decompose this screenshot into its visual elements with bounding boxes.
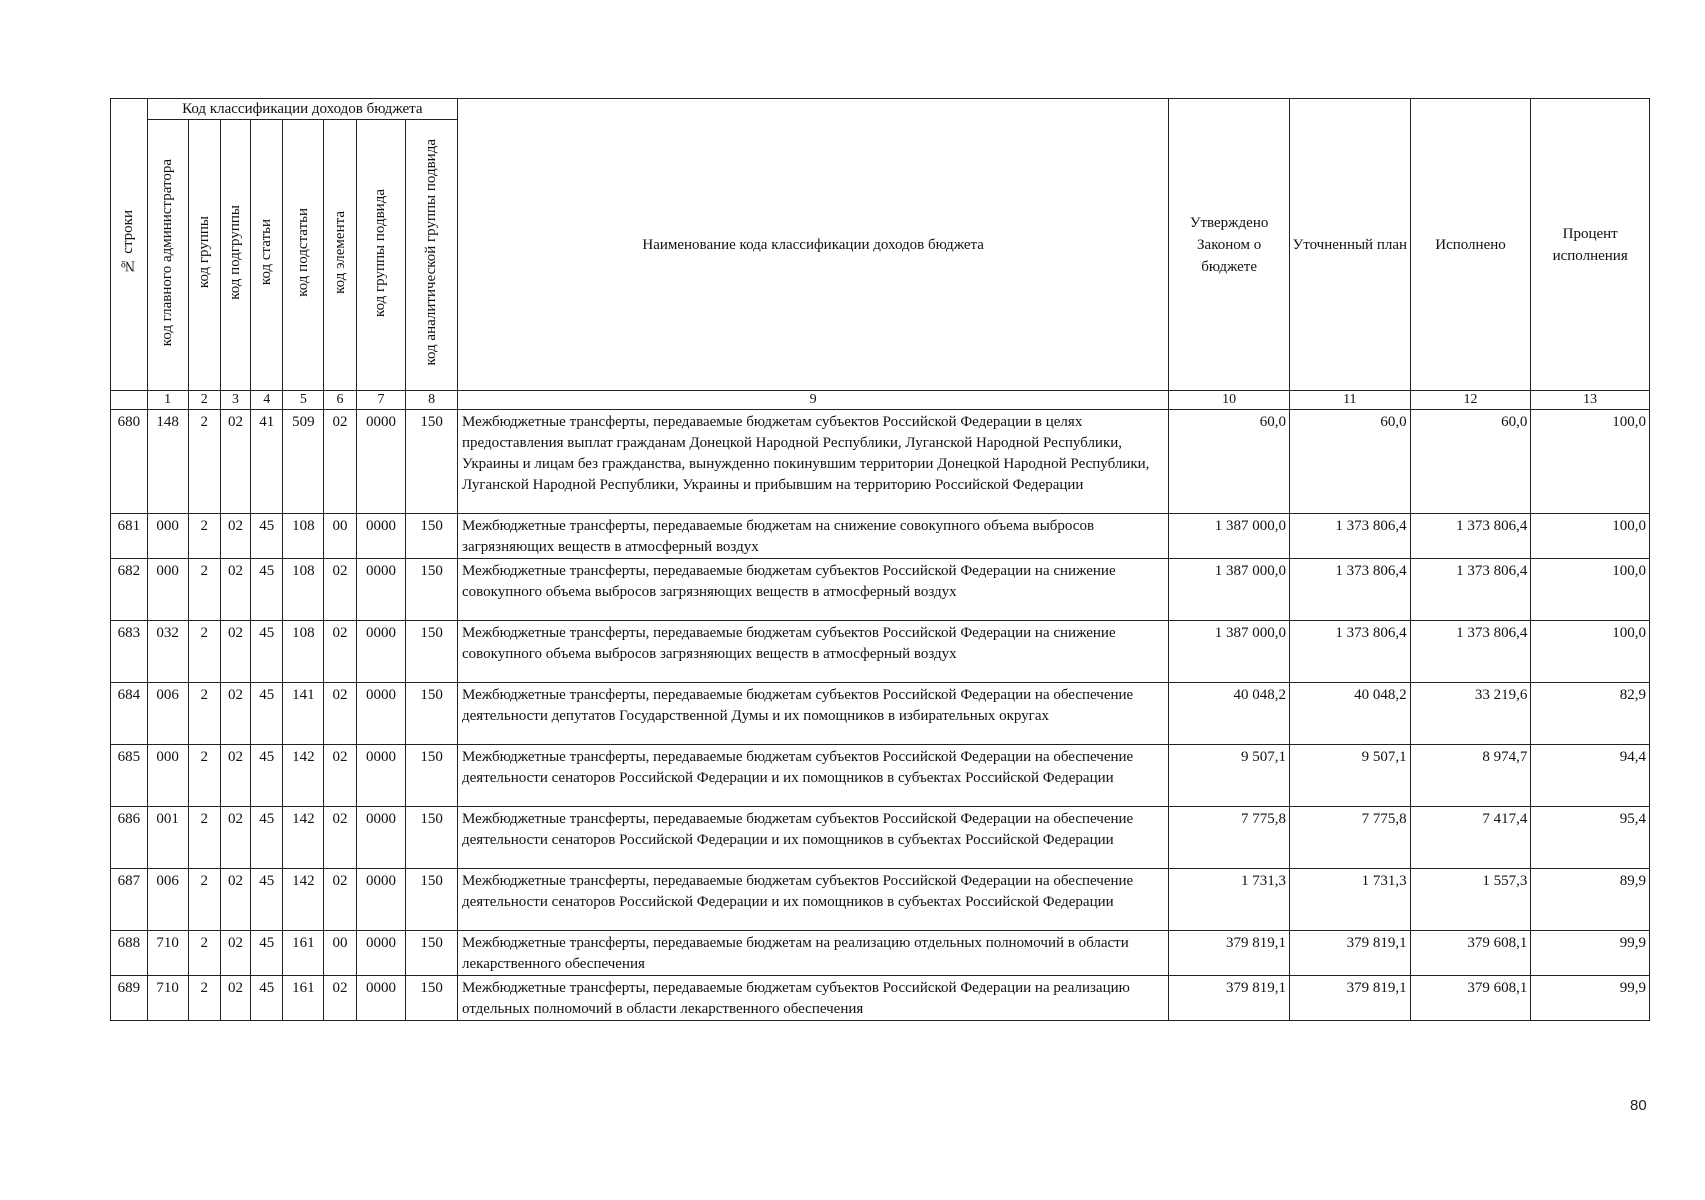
code-col-header: код аналитической группы подвида bbox=[406, 120, 458, 391]
refined-plan-value: 40 048,2 bbox=[1289, 683, 1410, 745]
code-cell: 45 bbox=[251, 514, 283, 559]
approved-value: 1 387 000,0 bbox=[1169, 559, 1290, 621]
executed-value: 1 373 806,4 bbox=[1410, 514, 1531, 559]
row-number-header: № строки bbox=[111, 99, 148, 391]
code-cell: 45 bbox=[251, 931, 283, 976]
code-cell: 142 bbox=[283, 745, 324, 807]
code-cell: 150 bbox=[406, 976, 458, 1021]
approved-value: 1 387 000,0 bbox=[1169, 621, 1290, 683]
table-row bbox=[111, 683, 1650, 745]
code-cell: 509 bbox=[283, 410, 324, 514]
percent-value: 82,9 bbox=[1531, 683, 1650, 745]
executed-value: 379 608,1 bbox=[1410, 976, 1531, 1021]
table-row bbox=[111, 931, 1650, 976]
approved-value: 9 507,1 bbox=[1169, 745, 1290, 807]
approved-value: 60,0 bbox=[1169, 410, 1290, 514]
code-cell: 006 bbox=[147, 869, 188, 931]
code-cell: 02 bbox=[220, 745, 250, 807]
income-name-cell: Межбюджетные трансферты, передаваемые бюджетам на реализацию отдельных полномочий в области лекарственного обеспечения bbox=[458, 931, 1169, 976]
refined-plan-column-header: Уточненный план bbox=[1289, 99, 1410, 391]
row-number: 685 bbox=[111, 745, 148, 807]
code-cell: 02 bbox=[220, 410, 250, 514]
column-number: 7 bbox=[356, 391, 406, 410]
row-number: 681 bbox=[111, 514, 148, 559]
refined-plan-value: 379 819,1 bbox=[1289, 976, 1410, 1021]
percent-value: 100,0 bbox=[1531, 514, 1650, 559]
row-number: 686 bbox=[111, 807, 148, 869]
code-cell: 150 bbox=[406, 745, 458, 807]
percent-value: 99,9 bbox=[1531, 976, 1650, 1021]
column-number: 6 bbox=[324, 391, 356, 410]
column-number bbox=[111, 391, 148, 410]
table-body bbox=[111, 410, 1650, 1021]
code-cell: 150 bbox=[406, 931, 458, 976]
code-cell: 45 bbox=[251, 745, 283, 807]
table-row bbox=[111, 976, 1650, 1021]
code-cell: 2 bbox=[188, 683, 220, 745]
code-cell: 02 bbox=[220, 683, 250, 745]
code-cell: 142 bbox=[283, 807, 324, 869]
income-name-cell: Межбюджетные трансферты, передаваемые бюджетам на снижение совокупного объема выбросов загрязняющих веществ в атмосферный воздух bbox=[458, 514, 1169, 559]
table-row bbox=[111, 621, 1650, 683]
executed-value: 33 219,6 bbox=[1410, 683, 1531, 745]
table-row bbox=[111, 745, 1650, 807]
code-cell: 0000 bbox=[356, 514, 406, 559]
approved-value: 40 048,2 bbox=[1169, 683, 1290, 745]
code-cell: 150 bbox=[406, 683, 458, 745]
table-row bbox=[111, 514, 1650, 559]
income-name-cell: Межбюджетные трансферты, передаваемые бюджетам субъектов Российской Федерации на обеспечение деятельности сенаторов Российской Федерации и их помощников в субъектах Российской Федерации bbox=[458, 807, 1169, 869]
code-cell: 2 bbox=[188, 976, 220, 1021]
code-cell: 2 bbox=[188, 410, 220, 514]
percent-value: 95,4 bbox=[1531, 807, 1650, 869]
code-cell: 45 bbox=[251, 807, 283, 869]
code-cell: 2 bbox=[188, 931, 220, 976]
column-number: 2 bbox=[188, 391, 220, 410]
code-cell: 0000 bbox=[356, 807, 406, 869]
code-cell: 45 bbox=[251, 559, 283, 621]
code-cell: 150 bbox=[406, 559, 458, 621]
code-cell: 02 bbox=[220, 514, 250, 559]
code-cell: 000 bbox=[147, 745, 188, 807]
code-cell: 0000 bbox=[356, 410, 406, 514]
code-cell: 0000 bbox=[356, 559, 406, 621]
approved-value: 1 387 000,0 bbox=[1169, 514, 1290, 559]
code-col-header: код группы bbox=[188, 120, 220, 391]
table-row bbox=[111, 410, 1650, 514]
refined-plan-value: 1 373 806,4 bbox=[1289, 559, 1410, 621]
row-number: 688 bbox=[111, 931, 148, 976]
code-cell: 02 bbox=[324, 869, 356, 931]
approved-value: 379 819,1 bbox=[1169, 976, 1290, 1021]
code-cell: 108 bbox=[283, 514, 324, 559]
code-cell: 150 bbox=[406, 410, 458, 514]
code-cell: 00 bbox=[324, 931, 356, 976]
row-number: 689 bbox=[111, 976, 148, 1021]
executed-value: 60,0 bbox=[1410, 410, 1531, 514]
code-cell: 148 bbox=[147, 410, 188, 514]
table-header bbox=[111, 99, 1650, 410]
code-cell: 032 bbox=[147, 621, 188, 683]
approved-value: 1 731,3 bbox=[1169, 869, 1290, 931]
code-cell: 02 bbox=[324, 976, 356, 1021]
approved-value: 379 819,1 bbox=[1169, 931, 1290, 976]
code-cell: 02 bbox=[220, 621, 250, 683]
refined-plan-value: 7 775,8 bbox=[1289, 807, 1410, 869]
column-number: 11 bbox=[1289, 391, 1410, 410]
code-col-header: код главного администратора bbox=[147, 120, 188, 391]
percent-value: 100,0 bbox=[1531, 559, 1650, 621]
row-number: 684 bbox=[111, 683, 148, 745]
code-cell: 02 bbox=[220, 559, 250, 621]
code-cell: 0000 bbox=[356, 869, 406, 931]
name-column-header: Наименование кода классификации доходов бюджета bbox=[458, 99, 1169, 391]
column-number: 1 bbox=[147, 391, 188, 410]
code-cell: 45 bbox=[251, 869, 283, 931]
executed-value: 8 974,7 bbox=[1410, 745, 1531, 807]
code-cell: 2 bbox=[188, 514, 220, 559]
refined-plan-value: 379 819,1 bbox=[1289, 931, 1410, 976]
code-cell: 02 bbox=[324, 410, 356, 514]
income-name-cell: Межбюджетные трансферты, передаваемые бюджетам субъектов Российской Федерации на реализацию отдельных полномочий в области лекарственного обеспечения bbox=[458, 976, 1169, 1021]
code-cell: 2 bbox=[188, 559, 220, 621]
code-cell: 150 bbox=[406, 807, 458, 869]
code-cell: 02 bbox=[220, 807, 250, 869]
code-cell: 108 bbox=[283, 559, 324, 621]
income-name-cell: Межбюджетные трансферты, передаваемые бюджетам субъектов Российской Федерации на снижение совокупного объема выбросов загрязняющих веществ в атмосферный воздух bbox=[458, 621, 1169, 683]
code-cell: 150 bbox=[406, 621, 458, 683]
code-col-header: код подгруппы bbox=[220, 120, 250, 391]
code-cell: 02 bbox=[324, 559, 356, 621]
column-number: 5 bbox=[283, 391, 324, 410]
percent-column-header: Процент исполнения bbox=[1531, 99, 1650, 391]
percent-value: 100,0 bbox=[1531, 410, 1650, 514]
column-number: 4 bbox=[251, 391, 283, 410]
column-number: 13 bbox=[1531, 391, 1650, 410]
code-cell: 02 bbox=[220, 931, 250, 976]
income-name-cell: Межбюджетные трансферты, передаваемые бюджетам субъектов Российской Федерации на обеспечение деятельности сенаторов Российской Федерации и их помощников в субъектах Российской Федерации bbox=[458, 869, 1169, 931]
code-cell: 02 bbox=[324, 807, 356, 869]
code-cell: 45 bbox=[251, 976, 283, 1021]
code-cell: 45 bbox=[251, 683, 283, 745]
income-name-cell: Межбюджетные трансферты, передаваемые бюджетам субъектов Российской Федерации на обеспечение деятельности сенаторов Российской Федерации и их помощников в субъектах Российской Федерации bbox=[458, 745, 1169, 807]
code-cell: 41 bbox=[251, 410, 283, 514]
code-cell: 006 bbox=[147, 683, 188, 745]
code-cell: 161 bbox=[283, 931, 324, 976]
code-cell: 02 bbox=[220, 869, 250, 931]
code-cell: 2 bbox=[188, 807, 220, 869]
column-number-row bbox=[111, 391, 1650, 410]
executed-value: 1 373 806,4 bbox=[1410, 559, 1531, 621]
income-name-cell: Межбюджетные трансферты, передаваемые бюджетам субъектов Российской Федерации на снижение совокупного объема выбросов загрязняющих веществ в атмосферный воздух bbox=[458, 559, 1169, 621]
executed-value: 7 417,4 bbox=[1410, 807, 1531, 869]
code-cell: 141 bbox=[283, 683, 324, 745]
code-cell: 0000 bbox=[356, 976, 406, 1021]
refined-plan-value: 60,0 bbox=[1289, 410, 1410, 514]
refined-plan-value: 1 373 806,4 bbox=[1289, 514, 1410, 559]
row-number: 683 bbox=[111, 621, 148, 683]
column-number: 3 bbox=[220, 391, 250, 410]
approved-column-header: Утверждено Законом о бюджете bbox=[1169, 99, 1290, 391]
refined-plan-value: 1 731,3 bbox=[1289, 869, 1410, 931]
code-cell: 710 bbox=[147, 931, 188, 976]
column-number: 12 bbox=[1410, 391, 1531, 410]
code-cell: 45 bbox=[251, 621, 283, 683]
code-cell: 0000 bbox=[356, 745, 406, 807]
code-col-header: код статьи bbox=[251, 120, 283, 391]
code-cell: 710 bbox=[147, 976, 188, 1021]
code-cell: 2 bbox=[188, 621, 220, 683]
code-cell: 02 bbox=[324, 745, 356, 807]
executed-value: 1 557,3 bbox=[1410, 869, 1531, 931]
code-cell: 0000 bbox=[356, 621, 406, 683]
approved-value: 7 775,8 bbox=[1169, 807, 1290, 869]
code-group-header: Код классификации доходов бюджета bbox=[147, 99, 457, 120]
code-cell: 02 bbox=[220, 976, 250, 1021]
code-cell: 0000 bbox=[356, 931, 406, 976]
budget-revenue-table bbox=[110, 98, 1650, 1021]
code-cell: 000 bbox=[147, 559, 188, 621]
code-cell: 150 bbox=[406, 869, 458, 931]
code-cell: 161 bbox=[283, 976, 324, 1021]
table-row bbox=[111, 559, 1650, 621]
row-number: 687 bbox=[111, 869, 148, 931]
code-cell: 001 bbox=[147, 807, 188, 869]
code-cell: 02 bbox=[324, 683, 356, 745]
income-name-cell: Межбюджетные трансферты, передаваемые бюджетам субъектов Российской Федерации на обеспечение деятельности депутатов Государственной Думы и их помощников в избирательных округах bbox=[458, 683, 1169, 745]
refined-plan-value: 1 373 806,4 bbox=[1289, 621, 1410, 683]
code-cell: 108 bbox=[283, 621, 324, 683]
code-col-header: код элемента bbox=[324, 120, 356, 391]
income-name-cell: Межбюджетные трансферты, передаваемые бюджетам субъектов Российской Федерации в целях предоставления выплат гражданам Донецкой Народной Республики, Луганской Народной Республики, Украины и лицам без гражданства, вынужденно покинувшим территории Донецкой Народной Республики, Луганской Народной Республики, Украины и прибывшим на территорию Российской Федерации bbox=[458, 410, 1169, 514]
code-col-header: код группы подвида bbox=[356, 120, 406, 391]
column-number: 9 bbox=[458, 391, 1169, 410]
code-cell: 000 bbox=[147, 514, 188, 559]
row-number: 680 bbox=[111, 410, 148, 514]
table-row bbox=[111, 869, 1650, 931]
refined-plan-value: 9 507,1 bbox=[1289, 745, 1410, 807]
executed-column-header: Исполнено bbox=[1410, 99, 1531, 391]
code-cell: 0000 bbox=[356, 683, 406, 745]
code-cell: 02 bbox=[324, 621, 356, 683]
executed-value: 379 608,1 bbox=[1410, 931, 1531, 976]
page-number: 80 bbox=[1630, 1097, 1647, 1114]
executed-value: 1 373 806,4 bbox=[1410, 621, 1531, 683]
percent-value: 89,9 bbox=[1531, 869, 1650, 931]
column-number: 10 bbox=[1169, 391, 1290, 410]
percent-value: 94,4 bbox=[1531, 745, 1650, 807]
percent-value: 100,0 bbox=[1531, 621, 1650, 683]
percent-value: 99,9 bbox=[1531, 931, 1650, 976]
code-cell: 150 bbox=[406, 514, 458, 559]
code-cell: 2 bbox=[188, 745, 220, 807]
code-cell: 00 bbox=[324, 514, 356, 559]
column-number: 8 bbox=[406, 391, 458, 410]
code-cell: 2 bbox=[188, 869, 220, 931]
code-col-header: код подстатьи bbox=[283, 120, 324, 391]
table-row bbox=[111, 807, 1650, 869]
row-number: 682 bbox=[111, 559, 148, 621]
code-cell: 142 bbox=[283, 869, 324, 931]
